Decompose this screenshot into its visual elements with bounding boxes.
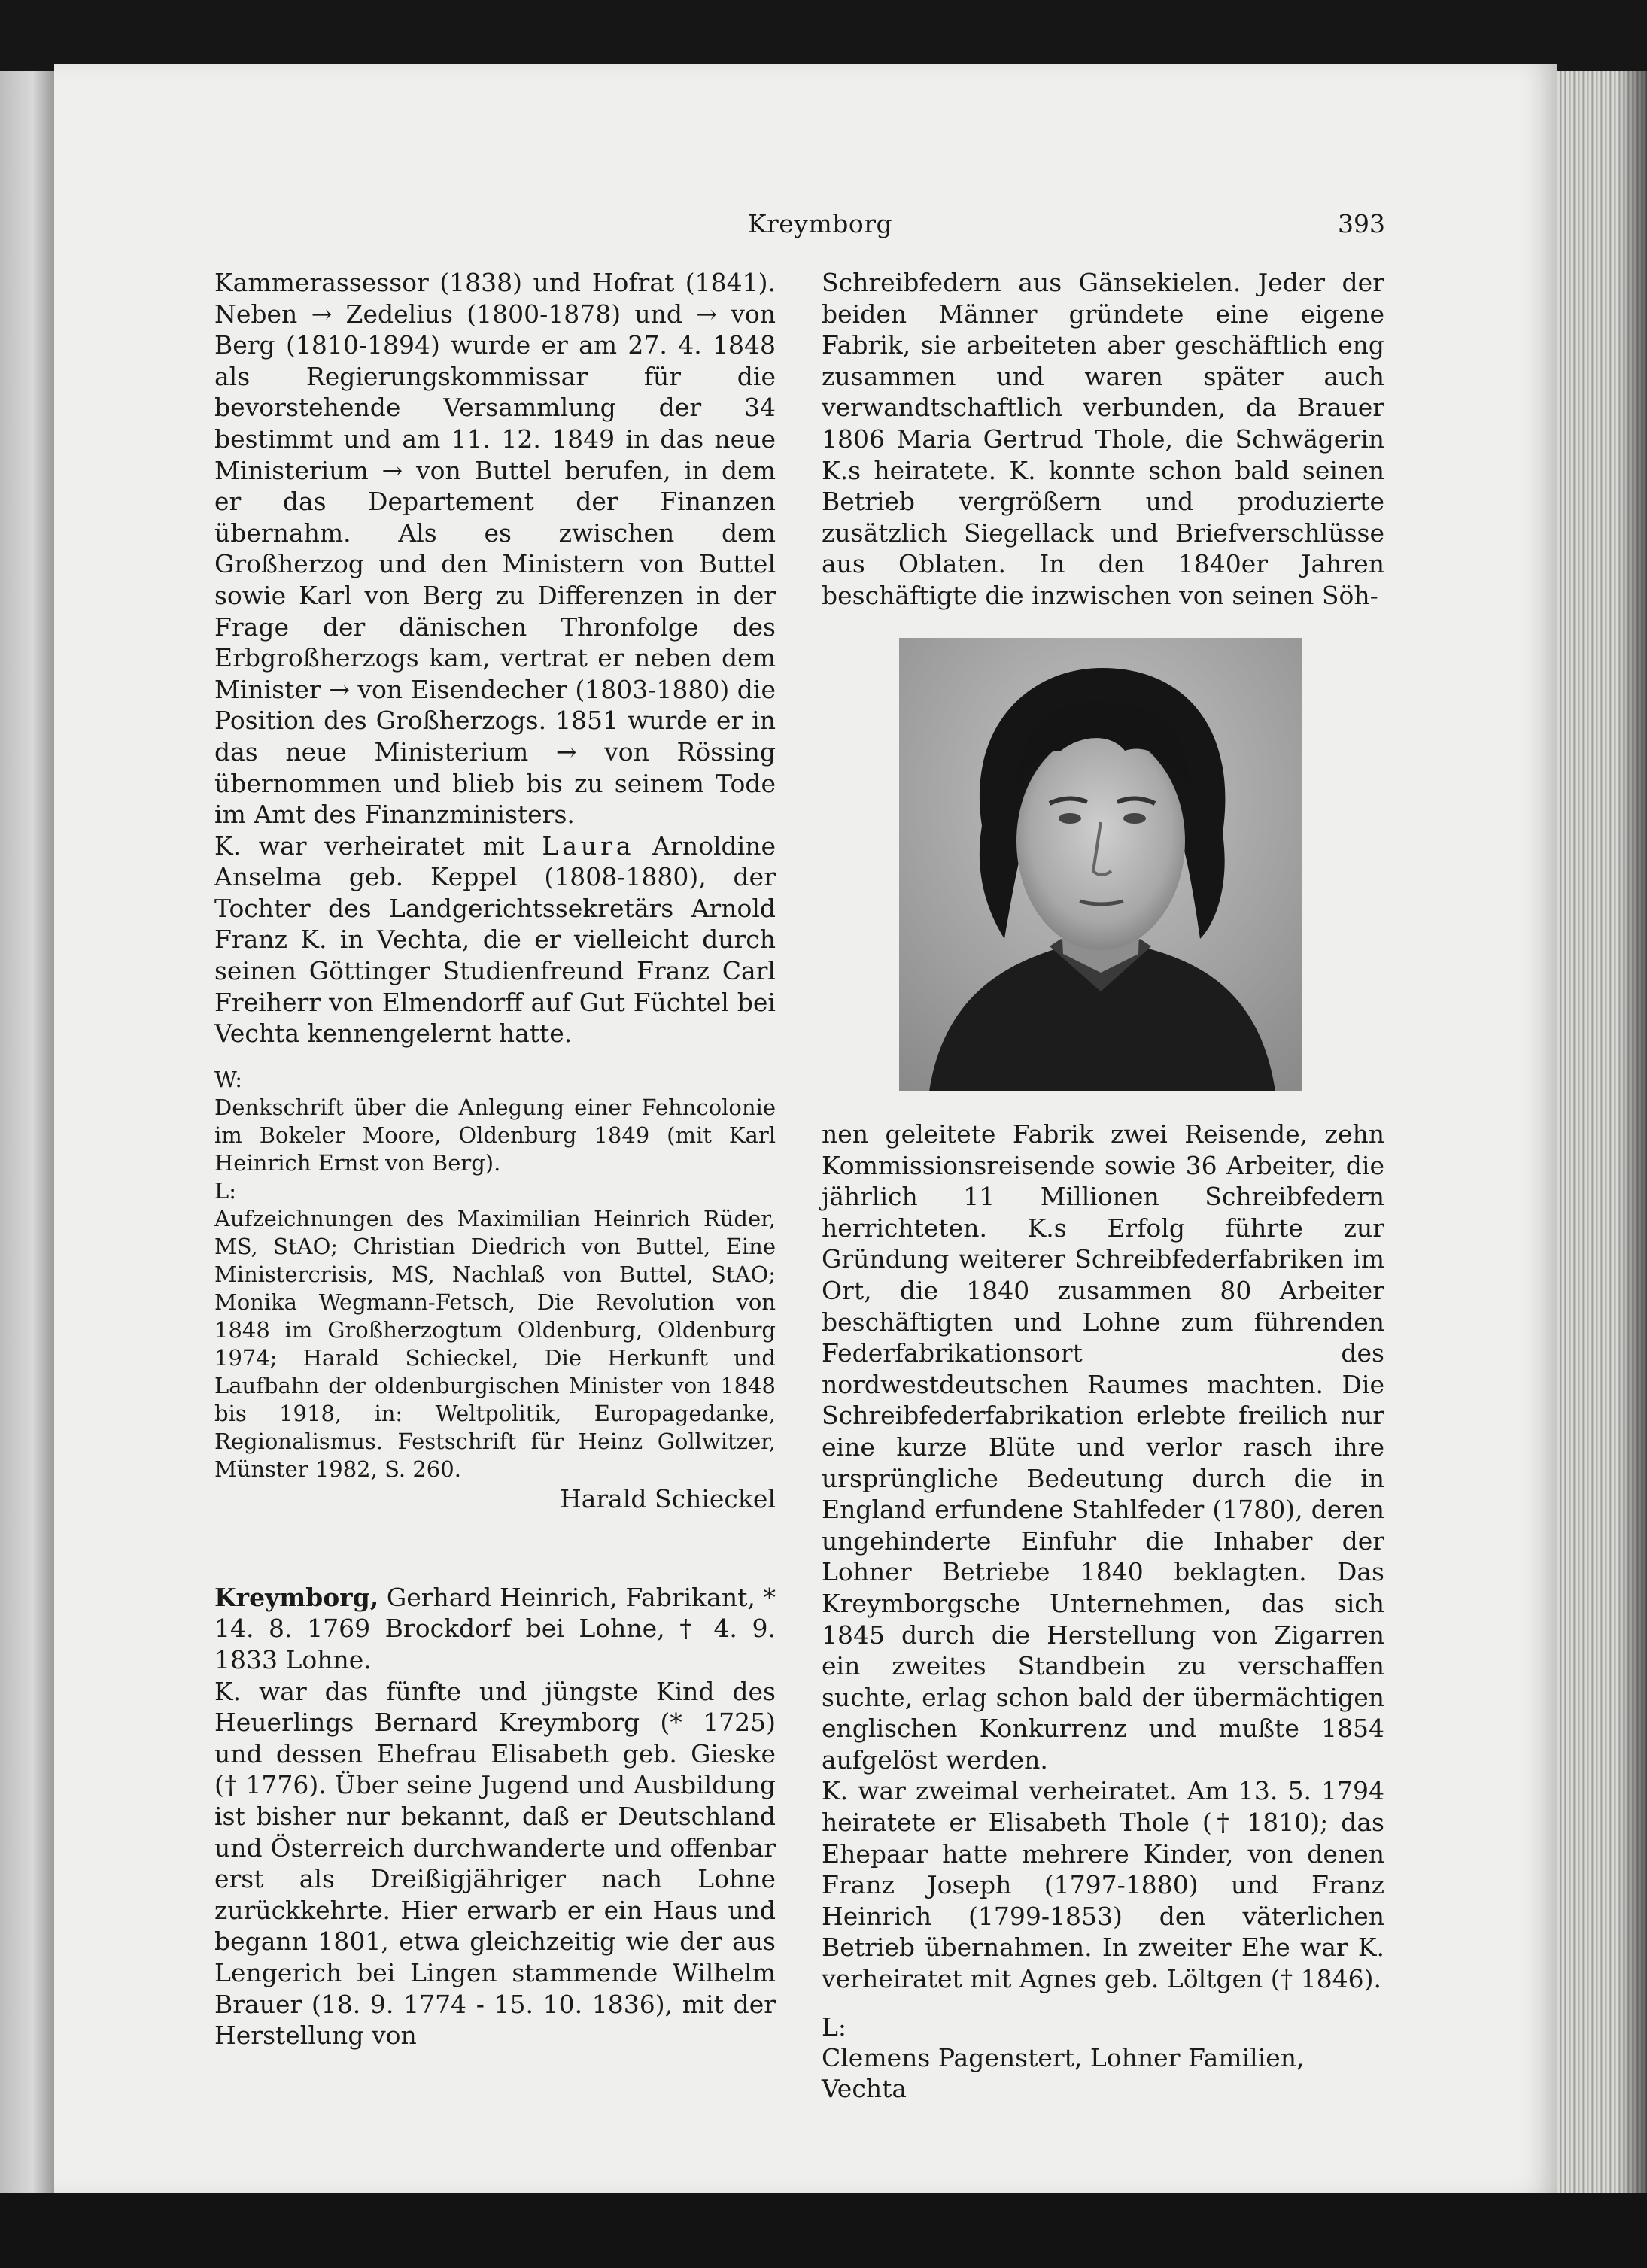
left-column xyxy=(214,267,776,2051)
right-column-bottom xyxy=(822,1119,1384,2105)
page-number: 393 xyxy=(1338,209,1385,238)
page-stack-shadow xyxy=(1618,71,1647,2193)
right-column-top xyxy=(822,267,1384,612)
lemma-name: Kreymborg, xyxy=(214,1582,379,1612)
biography-continued: Schreibfedern aus Gänsekielen. Jeder der beiden Männer gründete eine eigene Fabrik, sie arbeiteten aber geschäftlich eng zusammen und waren später auch verwandtschaftlich verbunden, da Brauer 1806 Maria Gertrud Thole, die Schwägerin K.s heiratete. K. konnte schon bald seinen Betrieb vergrößern und produzierte zusätzlich Siegellack und Briefverschlüsse aus Oblaten. In den 1840er Jahren beschäftigte die inzwischen von seinen Söh- xyxy=(822,268,1384,610)
works-text: Denkschrift über die Anlegung einer Fehncolonie im Bokeler Moore, Oldenburg 1849 (mit Karl Heinrich Ernst von Berg). xyxy=(214,1094,776,1176)
scan-top-border xyxy=(0,0,1647,71)
marriage-paragraph xyxy=(214,830,776,1049)
portrait-icon xyxy=(899,638,1302,1091)
biography-text: K. war das fünfte und jüngste Kind des Heuerlings Bernard Kreymborg (* 1725) und dessen Ehefrau Elisabeth geb. Gieske († 1776). Über seine Jugend und Ausbildung ist bisher nur bekannt, daß er Deutschland und Österreich durchwanderte und offenbar erst als Dreißigjähriger nach Lohne zurückkehrte. Hier erwarb er ein Haus und begann 1801, etwa gleichzeitig wie der aus Lengerich bei Lingen stammende Wilhelm Brauer (18. 9. 1774 - 15. 10. 1836), mit der Herstellung von xyxy=(214,1676,776,2051)
marriage-start: K. war verheiratet mit xyxy=(214,830,542,861)
lemma-heading xyxy=(214,1582,776,1676)
literature-label: L: xyxy=(214,1177,237,1204)
marriage-rest: Arnoldine Anselma geb. Keppel (1808-1880), der Tochter des Landgerichtssekretärs Arnold Franz K. in Vechta, die er vielleicht durch seinen Göttinger Studienfreund Franz Carl Freiherr von Elmendorff auf Gut Füchtel bei Vechta kennengelernt hatte. xyxy=(214,830,776,1049)
marriage-paragraph-2: K. war zweimal verheiratet. Am 13. 5. 1794 heiratete er Elisabeth Thole († 1810); das Ehepaar hatte mehrere Kinder, von denen Franz Joseph (1797-1880) und Franz Heinrich (1799-1853) den väterlichen Betrieb übernahmen. In zweiter Ehe war K. verheiratet mit Agnes geb. Löltgen († 1846). xyxy=(822,1776,1384,1994)
facing-page-edge xyxy=(0,71,54,2193)
previous-entry-text: Kammerassessor (1838) und Hofrat (1841). Neben → Zedelius (1800-1878) und → von Berg (1810-1894) wurde er am 27. 4. 1848 als Regierungskommissar für die bevorstehende Versammlung der 34 bestimmt und am 11. 12. 1849 in das neue Ministerium → von Buttel berufen, in dem er das Departement der Finanzen übernahm. Als es zwischen dem Großherzog und den Ministern von Buttel sowie Karl von Berg zu Differenzen in der Frage der dänischen Thronfolge des Erbgroßherzogs kam, vertrat er neben dem Minister → von Eisendecher (1803-1880) die Position des Großherzogs. 1851 wurde er in das neue Ministerium → von Rössing übernommen und blieb bis zu seinem Tode im Amt des Finanzministers. xyxy=(214,268,776,830)
running-head: Kreymborg xyxy=(747,209,893,238)
entry-author: Harald Schieckel xyxy=(559,1483,776,1514)
lemma-details: Gerhard Heinrich, Fabrikant, * 14. 8. 1769 Brockdorf bei Lohne, † 4. 9. 1833 Lohne. xyxy=(214,1582,776,1675)
wife-name: Laura xyxy=(542,830,635,861)
literature-text-2: Clemens Pagenstert, Lohner Familien, Vechta xyxy=(822,2042,1305,2104)
scan-bottom-border xyxy=(0,2193,1647,2268)
portrait-image xyxy=(899,638,1302,1091)
literature-label-2: L: xyxy=(822,2011,847,2042)
literature-text: Aufzeichnungen des Maximilian Heinrich Rüder, MS, StAO; Christian Diedrich von Buttel, Eine Ministercrisis, MS, Nachlaß von Buttel, StAO; Monika Wegmann-Fetsch, Die Revolution von 1848 im Großherzogtum Oldenburg, Oldenburg 1974; Harald Schieckel, Die Herkunft und Laufbahn der oldenburgischen Minister von 1848 bis 1918, in: Weltpolitik, Europagedanke, Regionalismus. Festschrift für Heinz Gollwitzer, Münster 1982, S. 260. xyxy=(214,1205,776,1482)
works-label: W: xyxy=(214,1066,243,1092)
biography-main: nen geleitete Fabrik zwei Reisende, zehn Kommissionsreisende sowie 36 Arbeiter, die jährlich 11 Millionen Schreibfedern herrichteten. K.s Erfolg führte zur Gründung weiterer Schreibfederfabriken im Ort, die 1840 zusammen 80 Arbeiter beschäftigten und Lohne zum führenden Federfabrikationsort des nordwestdeutschen Raumes machten. Die Schreibfederfabrikation erlebte freilich nur eine kurze Blüte und verlor rasch ihre ursprüngliche Bedeutung durch die in England erfundene Stahlfeder (1780), deren ungehinderte Einfuhr die Inhaber der Lohner Betriebe 1840 beklagten. Das Kreymborgsche Unternehmen, das sich 1845 durch die Herstellung von Zigarren ein zweites Standbein zu verschaffen suchte, erlag schon bald der übermächtigen englischen Konkurrenz und mußte 1854 aufgelöst werden. xyxy=(822,1119,1384,1775)
